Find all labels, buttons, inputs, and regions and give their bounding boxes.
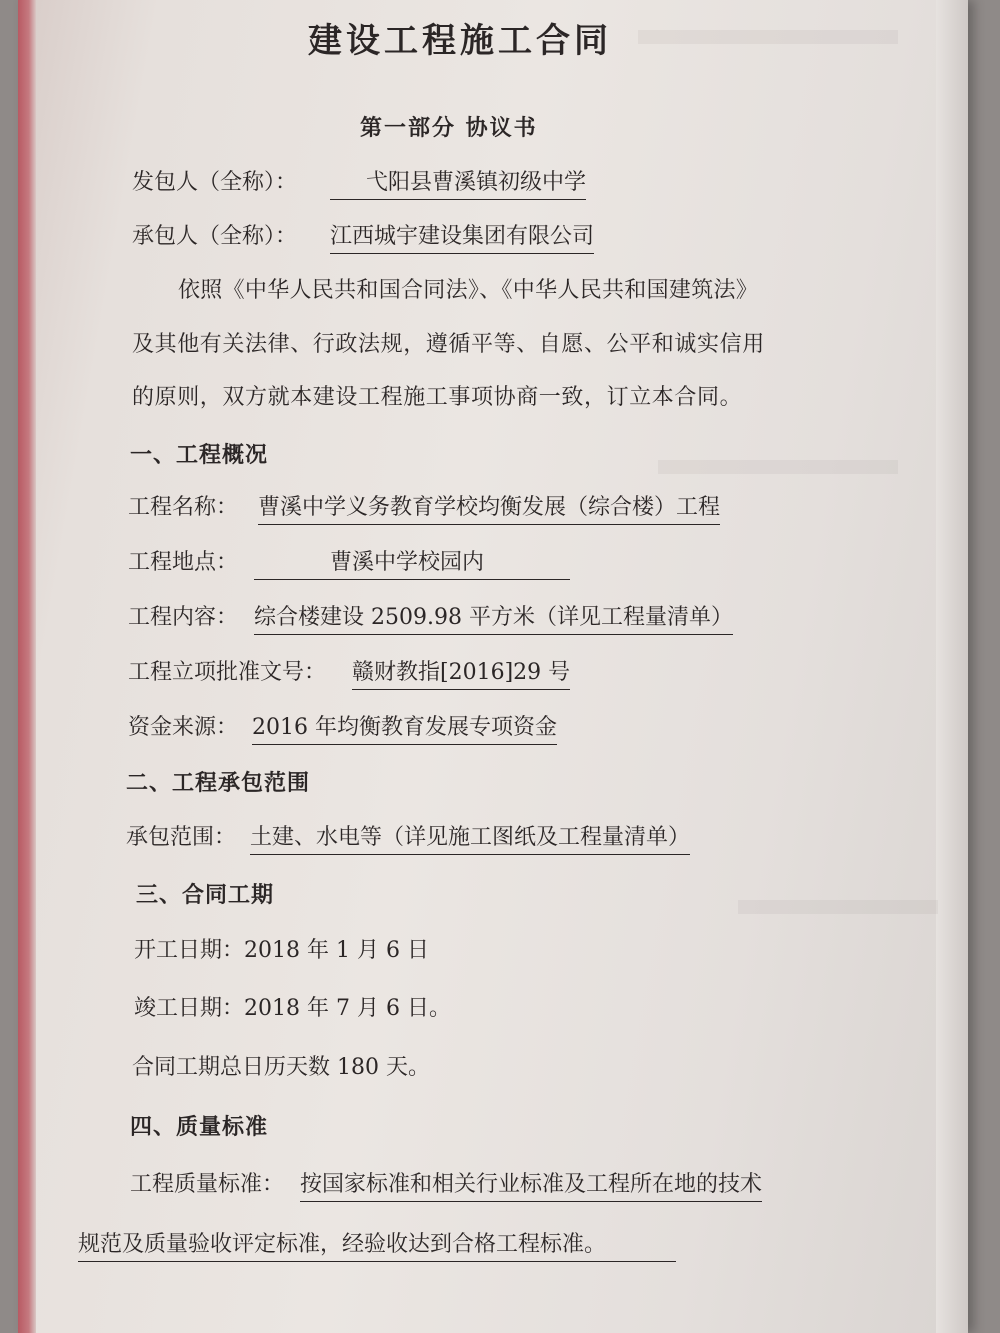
contractor-value-wrap [330, 222, 594, 254]
scope-label: 承包范围： [126, 825, 237, 850]
page-edge-right [936, 0, 968, 1333]
approval-value: 赣财教指[2016]29 号 [352, 658, 570, 690]
contractor-label: 承包人（全称）： [132, 224, 298, 249]
project-site-label: 工程地点： [128, 550, 239, 575]
project-name-wrap [258, 493, 720, 525]
section-heading: 三、合同工期 [136, 882, 275, 908]
project-name-value: 曹溪中学义务教育学校均衡发展（综合楼）工程 [258, 493, 720, 525]
preamble-line: 及其他有关法律、行政法规，遵循平等、自愿、公平和诚实信用 [132, 332, 765, 357]
finish-date: 竣工日期：2018 年 7 月 6 日。 [134, 996, 451, 1021]
quality-value-line1: 按国家标准和相关行业标准及工程所在地的技术 [300, 1170, 762, 1202]
funding-value: 2016 年均衡教育发展专项资金 [252, 713, 557, 745]
project-site-wrap [254, 548, 570, 580]
scope-value: 土建、水电等（详见施工图纸及工程量清单） [250, 823, 690, 855]
quality-line2-wrap [78, 1230, 676, 1262]
project-content-value: 综合楼建设 2509.98 平方米（详见工程量清单） [254, 603, 733, 635]
section-heading: 二、工程承包范围 [126, 770, 311, 796]
scope-wrap [250, 823, 690, 855]
employer-label: 发包人（全称）： [132, 170, 298, 195]
document-title: 建设工程施工合同 [308, 21, 612, 61]
project-content-wrap [254, 603, 733, 635]
page-edge-left [18, 0, 36, 1333]
funding-wrap [252, 713, 557, 745]
section-heading: 四、质量标准 [130, 1114, 269, 1140]
bleed-through-mark [658, 460, 898, 474]
document-page [18, 0, 968, 1333]
employer-value-wrap [330, 168, 586, 200]
quality-label: 工程质量标准： [130, 1172, 285, 1197]
total-duration: 合同工期总日历天数 180 天。 [132, 1055, 430, 1080]
preamble-line: 的原则，双方就本建设工程施工事项协商一致，订立本合同。 [132, 385, 743, 410]
start-date: 开工日期：2018 年 1 月 6 日 [134, 938, 429, 963]
quality-value-line2: 规范及质量验收评定标准，经验收达到合格工程标准。 [78, 1230, 676, 1262]
bleed-through-mark [738, 900, 938, 914]
project-name-label: 工程名称： [128, 495, 239, 520]
project-content-label: 工程内容： [128, 605, 239, 630]
part-subtitle: 第一部分 协议书 [360, 115, 538, 141]
bleed-through-mark [638, 30, 898, 44]
employer-value: 弋阳县曹溪镇初级中学 [330, 168, 586, 200]
approval-wrap [352, 658, 570, 690]
project-site-value: 曹溪中学校园内 [254, 548, 570, 580]
section-heading: 一、工程概况 [130, 442, 269, 468]
contractor-value: 江西城宇建设集团有限公司 [330, 222, 594, 254]
preamble-line: 依照《中华人民共和国合同法》、《中华人民共和国建筑法》 [178, 278, 759, 303]
funding-label: 资金来源： [128, 715, 239, 740]
approval-label: 工程立项批准文号： [128, 660, 327, 685]
quality-line1-wrap [300, 1170, 762, 1202]
